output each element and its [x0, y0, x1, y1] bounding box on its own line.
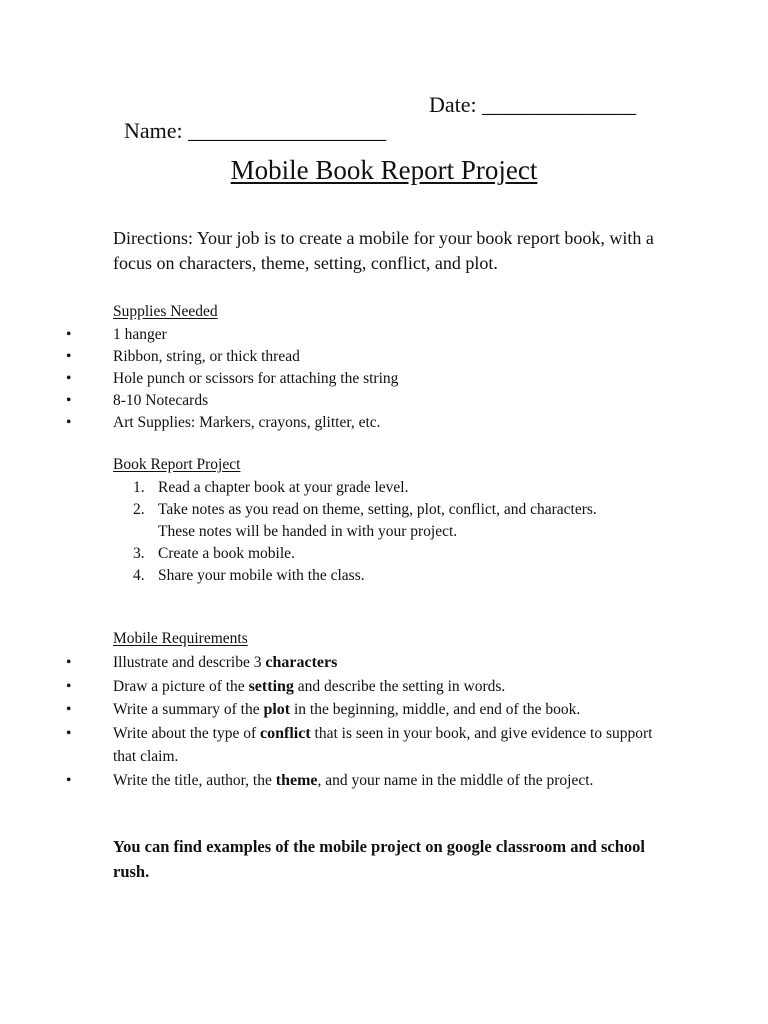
list-item: • Art Supplies: Markers, crayons, glitter, etc.	[0, 412, 768, 434]
list-item: • Hole punch or scissors for attaching the string	[0, 368, 768, 390]
bullet-mark: •	[66, 701, 72, 718]
list-item: • Write about the type of conflict that is seen in your book, and give evidence to support that claim.	[0, 722, 660, 769]
closing-note: You can find examples of the mobile project on google classroom and school rush.	[113, 837, 645, 881]
list-item: • 8-10 Notecards	[0, 390, 768, 412]
bullet-mark: •	[66, 724, 72, 742]
name-field-label: Name: __________________	[124, 118, 387, 143]
list-item: • 1 hanger	[0, 324, 768, 346]
bullet-mark: •	[66, 326, 72, 343]
requirements-list	[0, 651, 660, 792]
keyword: setting	[248, 677, 294, 695]
supplies-heading: Supplies Needed	[113, 303, 218, 320]
list-item: • Write the title, author, the theme, and your name in the middle of the project.	[0, 769, 660, 793]
requirements-heading: Mobile Requirements	[113, 630, 248, 647]
bullet-mark: •	[66, 370, 72, 387]
bullet-mark: •	[66, 392, 72, 409]
list-item: 3. Create a book mobile.	[133, 545, 295, 562]
list-item: 2. Take notes as you read on theme, setting, plot, conflict, and characters. These notes will be handed in with your project.	[133, 501, 597, 540]
project-heading: Book Report Project	[113, 456, 241, 473]
list-item: 4. Share your mobile with the class.	[133, 567, 365, 584]
list-item: • Ribbon, string, or thick thread	[0, 346, 768, 368]
bullet-mark: •	[66, 771, 72, 789]
list-item: • Write a summary of the plot in the beginning, middle, and end of the book.	[0, 698, 660, 722]
list-item: 1. Read a chapter book at your grade level.	[133, 479, 409, 496]
keyword: plot	[263, 701, 291, 718]
supplies-list	[0, 324, 768, 434]
bullet-mark: •	[66, 677, 72, 695]
keyword: conflict	[260, 724, 311, 742]
project-steps-list	[113, 477, 633, 587]
directions-paragraph: Directions: Your job is to create a mobile for your book report book, with a focus on characters, theme, setting, conflict, and plot.	[113, 228, 654, 273]
bullet-mark: •	[66, 348, 72, 365]
bullet-mark: •	[66, 654, 72, 671]
bullet-mark: •	[66, 414, 72, 431]
list-item: • Illustrate and describe 3 characters	[0, 651, 660, 675]
keyword: theme	[275, 771, 318, 789]
page-title: Mobile Book Report Project	[230, 155, 538, 185]
date-field-label: Date: ______________	[429, 92, 637, 117]
keyword: characters	[265, 654, 338, 671]
list-item: • Draw a picture of the setting and describe the setting in words.	[0, 675, 660, 699]
